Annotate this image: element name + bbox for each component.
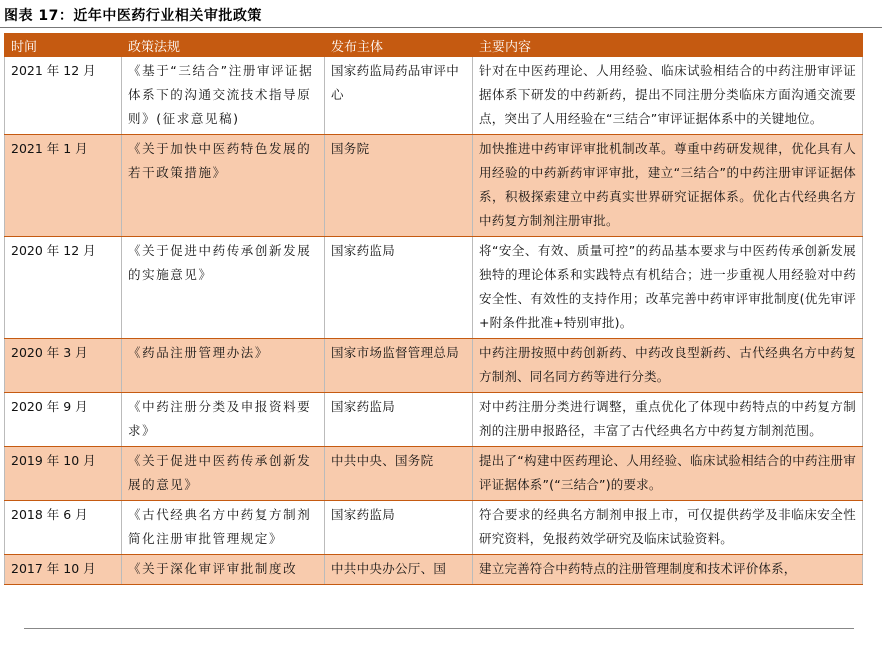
figure-title: 图表 17：近年中医药行业相关审批政策 xyxy=(4,8,262,24)
table-row xyxy=(5,501,863,555)
cell-publisher: 国家药监局药品审评中心 xyxy=(325,57,473,135)
cell-policy: 《基于“三结合”注册审评证据体系下的沟通交流技术指导原则》(征求意见稿) xyxy=(122,57,325,135)
cell-time: 2021 年 12 月 xyxy=(5,57,122,135)
cell-content: 加快推进中药审评审批机制改革。尊重中药研发规律，优化具有人用经验的中药新药审评审批，建立“三结合”的中药注册审评证据体系，积极探索建立中药真实世界研究证据体系。优化古代经典名方中药复方制剂注册审批。 xyxy=(473,135,863,237)
cell-policy: 《药品注册管理办法》 xyxy=(122,339,325,393)
cell-policy: 《关于促进中药传承创新发展的实施意见》 xyxy=(122,237,325,339)
cell-publisher: 国家药监局 xyxy=(325,237,473,339)
cell-time: 2020 年 3 月 xyxy=(5,339,122,393)
table-row xyxy=(5,57,863,135)
table-row xyxy=(5,237,863,339)
column-header-content: 主要内容 xyxy=(473,34,863,57)
table-row xyxy=(5,135,863,237)
cell-publisher: 中共中央办公厅、国 xyxy=(325,555,473,585)
cell-content: 提出了“构建中医药理论、人用经验、临床试验相结合的中药注册审评证据体系”(“三结合”)的要求。 xyxy=(473,447,863,501)
table-row xyxy=(5,447,863,501)
column-header-policy: 政策法规 xyxy=(122,34,325,57)
cell-publisher: 中共中央、国务院 xyxy=(325,447,473,501)
cell-content: 符合要求的经典名方制剂申报上市，可仅提供药学及非临床安全性研究资料，免报药效学研究及临床试验资料。 xyxy=(473,501,863,555)
policy-table xyxy=(4,33,863,585)
cell-policy: 《关于促进中医药传承创新发展的意见》 xyxy=(122,447,325,501)
column-header-time: 时间 xyxy=(5,34,122,57)
table-header-row xyxy=(5,34,863,57)
cell-policy: 《古代经典名方中药复方制剂简化注册审批管理规定》 xyxy=(122,501,325,555)
cell-publisher: 国家药监局 xyxy=(325,393,473,447)
cell-time: 2021 年 1 月 xyxy=(5,135,122,237)
title-divider xyxy=(0,27,882,28)
cell-publisher: 国家药监局 xyxy=(325,501,473,555)
table-row xyxy=(5,393,863,447)
table-row xyxy=(5,555,863,585)
footer-divider xyxy=(24,628,854,629)
cell-content: 建立完善符合中药特点的注册管理制度和技术评价体系， xyxy=(473,555,863,585)
cell-content: 针对在中医药理论、人用经验、临床试验相结合的中药注册审评证据体系下研发的中药新药，提出不同注册分类临床方面沟通交流要点，突出了人用经验在“三结合”审评证据体系中的关键地位。 xyxy=(473,57,863,135)
column-header-publisher: 发布主体 xyxy=(325,34,473,57)
cell-policy: 《关于加快中医药特色发展的若干政策措施》 xyxy=(122,135,325,237)
cell-content: 对中药注册分类进行调整，重点优化了体现中药特点的中药复方制剂的注册申报路径，丰富了古代经典名方中药复方制剂范围。 xyxy=(473,393,863,447)
cell-policy: 《中药注册分类及申报资料要求》 xyxy=(122,393,325,447)
cell-time: 2020 年 12 月 xyxy=(5,237,122,339)
cell-time: 2017 年 10 月 xyxy=(5,555,122,585)
cell-content: 将“安全、有效、质量可控”的药品基本要求与中医药传承创新发展独特的理论体系和实践特点有机结合；进一步重视人用经验对中药安全性、有效性的支持作用；改革完善中药审评审批制度(优先审评+附条件批准+特别审批)。 xyxy=(473,237,863,339)
cell-publisher: 国家市场监督管理总局 xyxy=(325,339,473,393)
cell-time: 2020 年 9 月 xyxy=(5,393,122,447)
cell-content: 中药注册按照中药创新药、中药改良型新药、古代经典名方中药复方制剂、同名同方药等进行分类。 xyxy=(473,339,863,393)
cell-publisher: 国务院 xyxy=(325,135,473,237)
cell-time: 2019 年 10 月 xyxy=(5,447,122,501)
cell-policy: 《关于深化审评审批制度改 xyxy=(122,555,325,585)
table-row xyxy=(5,339,863,393)
cell-time: 2018 年 6 月 xyxy=(5,501,122,555)
